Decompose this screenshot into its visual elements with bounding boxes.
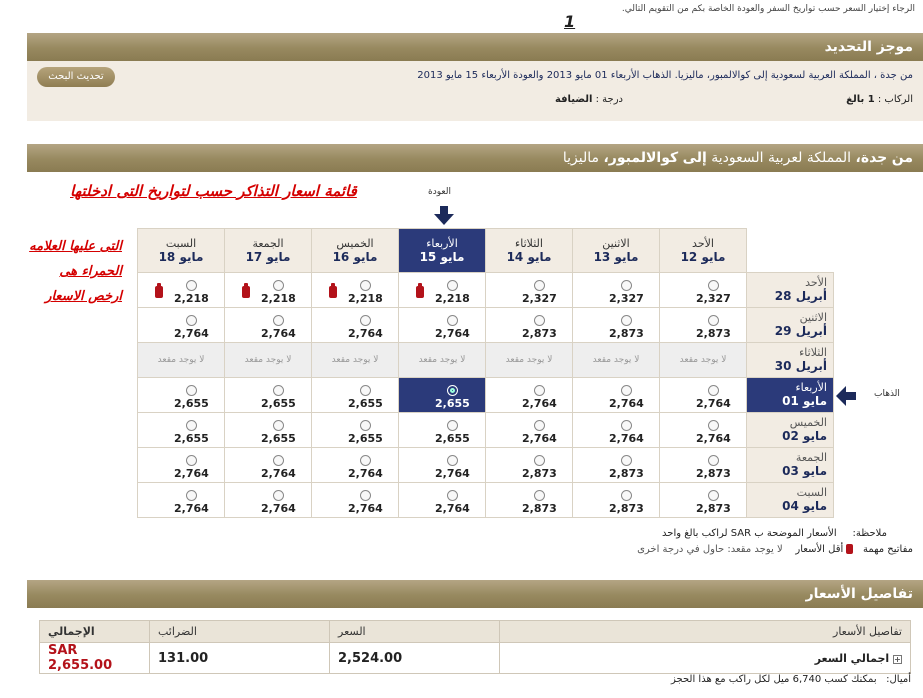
lowest-price-icon — [416, 286, 424, 298]
fare-cell-content — [696, 280, 746, 305]
annotation-line-1: التى عليها العلامه — [29, 239, 122, 254]
fare-cell[interactable] — [660, 448, 747, 483]
arrow-left-icon — [836, 386, 858, 409]
fare-cell-content — [348, 315, 398, 340]
annotation-line-2: الحمراء هى — [59, 264, 122, 279]
fare-cell[interactable] — [573, 273, 660, 308]
total-value: SAR 2,655.00 — [40, 643, 150, 674]
legend-no-seat: لا يوجد مقعد: حاول في درجة اخرى — [637, 544, 783, 555]
return-day: الاثنين — [602, 237, 630, 250]
route-summary: من جدة ، المملكة العربية لسعودية إلى كوالالمبور، ماليزيا. الذهاب الأربعاء 01 مايو 2013 والعودة الأربعاء 15 مايو 2013 — [417, 70, 913, 81]
fare-cell[interactable] — [225, 273, 312, 308]
fare-cell-content — [261, 280, 311, 305]
from-city: جدة، — [855, 150, 888, 166]
fare-cell[interactable] — [486, 483, 573, 518]
fare-price: 2,873 — [609, 502, 644, 515]
fare-price: 2,764 — [348, 327, 383, 340]
fare-radio[interactable] — [621, 455, 632, 466]
fare-cell-content — [261, 385, 311, 410]
fare-cell-content — [609, 420, 659, 445]
miles-info — [671, 674, 911, 685]
fare-price: 2,764 — [174, 467, 209, 480]
depart-day: الخميس — [789, 415, 827, 429]
fare-radio[interactable] — [621, 420, 632, 431]
fare-cell-content — [435, 490, 485, 515]
depart-date-header[interactable] — [747, 273, 834, 308]
fare-cell[interactable] — [312, 483, 399, 518]
fare-cell[interactable] — [660, 378, 747, 413]
depart-date: 01 مايو — [782, 393, 827, 408]
fare-radio[interactable] — [273, 315, 284, 326]
fare-radio[interactable] — [186, 280, 197, 291]
depart-date-header[interactable] — [747, 448, 834, 483]
fare-cell[interactable] — [138, 448, 225, 483]
step-number: 1 — [564, 12, 576, 31]
no-seat-cell: لا يوجد مقعد — [399, 343, 486, 378]
from-label: من — [891, 150, 913, 166]
legend — [637, 544, 913, 555]
fare-radio[interactable] — [708, 315, 719, 326]
fare-price: 2,764 — [435, 327, 470, 340]
fare-price: 2,764 — [435, 502, 470, 515]
fare-price: 2,655 — [261, 432, 296, 445]
return-date: 12 مايو — [680, 250, 726, 264]
fare-cell[interactable] — [312, 273, 399, 308]
legend-lowest: أقل الأسعار — [795, 544, 844, 555]
fare-cell-content — [261, 455, 311, 480]
fare-radio[interactable] — [360, 420, 371, 431]
return-date-header[interactable] — [660, 229, 747, 273]
fare-cell[interactable] — [399, 378, 486, 413]
no-seat-cell: لا يوجد مقعد — [138, 343, 225, 378]
return-label: العودة — [428, 187, 451, 197]
fare-price: 2,873 — [609, 327, 644, 340]
fare-cell[interactable] — [573, 308, 660, 343]
fare-cell-content — [261, 420, 311, 445]
fare-cell[interactable] — [399, 273, 486, 308]
price-details-title: تفاصيل الأسعار — [805, 586, 913, 602]
price-row-label-cell — [500, 643, 911, 674]
fare-price: 2,218 — [348, 292, 383, 305]
fare-cell[interactable] — [225, 378, 312, 413]
return-date-header[interactable] — [312, 229, 399, 273]
no-seat-cell: لا يوجد مقعد — [312, 343, 399, 378]
fare-cell-content — [435, 280, 485, 305]
no-seat-cell: لا يوجد مقعد — [660, 343, 747, 378]
price-row-label: اجمالي السعر — [814, 651, 890, 665]
fare-radio[interactable] — [534, 455, 545, 466]
fare-radio[interactable] — [621, 490, 632, 501]
fare-price: 2,764 — [696, 397, 731, 410]
fare-price: 2,764 — [174, 327, 209, 340]
return-date-header[interactable] — [225, 229, 312, 273]
fare-cell[interactable] — [660, 413, 747, 448]
to-city: كوالالمبور، — [603, 150, 679, 166]
fare-cell-content — [696, 455, 746, 480]
depart-date-header[interactable] — [747, 483, 834, 518]
depart-day: الأربعاء — [795, 380, 827, 394]
fare-cell-content — [609, 385, 659, 410]
fare-price: 2,764 — [261, 502, 296, 515]
price-details-header — [27, 580, 923, 608]
fare-row — [138, 378, 834, 413]
return-day: الخميس — [336, 237, 374, 250]
fare-radio[interactable] — [447, 455, 458, 466]
no-seat-cell: لا يوجد مقعد — [225, 343, 312, 378]
fare-row — [138, 273, 834, 308]
fare-cell[interactable] — [399, 308, 486, 343]
to-country: ماليزيا — [562, 150, 600, 166]
col-total-header: الإجمالي — [40, 621, 150, 643]
fare-price: 2,764 — [174, 502, 209, 515]
annotation-line-3: ارخص الاسعار — [45, 289, 122, 304]
col-taxes-header: الضرائب — [150, 621, 330, 643]
fare-cell[interactable] — [573, 448, 660, 483]
fare-price: 2,764 — [261, 467, 296, 480]
intro-text: الرجاء إختيار السعر حسب تواريخ السفر والعودة الخاصة بكم من التقويم التالي. — [621, 4, 915, 14]
fare-cell[interactable] — [138, 273, 225, 308]
fare-radio[interactable] — [447, 385, 458, 396]
fare-cell-content — [696, 385, 746, 410]
fare-radio[interactable] — [708, 385, 719, 396]
to-label: إلى — [682, 150, 707, 166]
legend-label: مفاتيح مهمة — [862, 544, 913, 555]
fare-radio[interactable] — [447, 420, 458, 431]
fare-radio[interactable] — [447, 490, 458, 501]
lowest-price-icon — [846, 544, 853, 554]
cabin-class — [555, 94, 623, 105]
passengers — [846, 94, 913, 105]
fare-radio[interactable] — [534, 280, 545, 291]
lowest-price-icon — [329, 286, 337, 298]
fare-cell[interactable] — [660, 483, 747, 518]
return-date-header[interactable] — [138, 229, 225, 273]
return-date: 18 مايو — [158, 250, 204, 264]
fare-row — [138, 343, 834, 378]
fare-price: 2,764 — [609, 432, 644, 445]
depart-date-header[interactable] — [747, 378, 834, 413]
taxes-value: 131.00 — [150, 643, 330, 674]
from-country: المملكة لعربية السعودية — [711, 150, 852, 166]
fare-cell[interactable] — [225, 308, 312, 343]
summary-header — [27, 33, 923, 61]
depart-day: الأحد — [805, 275, 827, 289]
return-date: 15 مايو — [419, 250, 465, 264]
depart-day: الاثنين — [799, 310, 827, 324]
depart-date: 29 أبريل — [774, 323, 827, 338]
fare-radio[interactable] — [273, 385, 284, 396]
price-value: 2,524.00 — [330, 643, 500, 674]
depart-day: الثلاثاء — [799, 345, 827, 359]
return-day: الأربعاء — [426, 237, 458, 250]
fare-price: 2,655 — [348, 432, 383, 445]
fare-price: 2,764 — [261, 327, 296, 340]
price-table-row — [40, 643, 911, 674]
fare-radio[interactable] — [534, 490, 545, 501]
fare-cell[interactable] — [486, 378, 573, 413]
fare-cell[interactable] — [312, 448, 399, 483]
lowest-price-icon — [242, 286, 250, 298]
fare-radio[interactable] — [360, 315, 371, 326]
fare-radio[interactable] — [621, 385, 632, 396]
fare-price: 2,764 — [348, 467, 383, 480]
fare-price: 2,764 — [348, 502, 383, 515]
fare-price: 2,873 — [609, 467, 644, 480]
fare-price: 2,873 — [696, 327, 731, 340]
fare-cell-content — [696, 490, 746, 515]
fare-cell[interactable] — [573, 413, 660, 448]
fare-radio[interactable] — [186, 420, 197, 431]
route-header — [27, 144, 923, 172]
fare-cell-content — [174, 420, 224, 445]
fare-cell[interactable] — [225, 413, 312, 448]
fare-price: 2,327 — [696, 292, 731, 305]
fare-radio[interactable] — [708, 455, 719, 466]
fare-cell[interactable] — [486, 448, 573, 483]
fare-cell-content — [435, 420, 485, 445]
fare-price: 2,764 — [609, 397, 644, 410]
arrow-down-icon — [434, 206, 454, 229]
fare-price: 2,327 — [609, 292, 644, 305]
fare-cell-content — [522, 490, 572, 515]
fare-cell[interactable] — [573, 378, 660, 413]
col-price-header: السعر — [330, 621, 500, 643]
fare-cell-content — [609, 455, 659, 480]
fare-cell[interactable] — [225, 483, 312, 518]
fare-radio[interactable] — [621, 315, 632, 326]
depart-date: 03 مايو — [782, 463, 827, 478]
fare-calendar — [137, 228, 834, 518]
depart-day: الجمعة — [795, 450, 827, 464]
fare-cell[interactable] — [138, 308, 225, 343]
fare-radio[interactable] — [360, 385, 371, 396]
fare-cell[interactable] — [312, 378, 399, 413]
return-day: الجمعة — [252, 237, 284, 250]
fare-row — [138, 483, 834, 518]
fare-cell-content — [522, 455, 572, 480]
fare-radio[interactable] — [708, 280, 719, 291]
fare-radio[interactable] — [186, 385, 197, 396]
fare-cell[interactable] — [660, 273, 747, 308]
return-date: 17 مايو — [245, 250, 291, 264]
fare-radio[interactable] — [360, 455, 371, 466]
depart-date-header[interactable] — [747, 413, 834, 448]
fare-price: 2,655 — [435, 432, 470, 445]
no-seat-cell: لا يوجد مقعد — [573, 343, 660, 378]
fare-radio[interactable] — [534, 315, 545, 326]
passengers-value: 1 بالغ — [846, 94, 875, 105]
return-date: 14 مايو — [506, 250, 552, 264]
lowest-price-icon — [155, 286, 163, 298]
depart-label: الذهاب — [874, 389, 900, 399]
depart-date: 30 أبريل — [774, 358, 827, 373]
passengers-label: الركاب : — [877, 94, 913, 105]
class-label: درجة : — [595, 94, 623, 105]
fare-cell-content — [261, 490, 311, 515]
fare-radio[interactable] — [186, 490, 197, 501]
fare-cell-content — [696, 315, 746, 340]
expand-icon[interactable]: + — [894, 654, 901, 664]
fare-cell-content — [174, 315, 224, 340]
depart-day: السبت — [796, 485, 827, 499]
fare-cell-content — [435, 455, 485, 480]
fare-price: 2,764 — [435, 467, 470, 480]
return-date-header[interactable] — [486, 229, 573, 273]
fare-price: 2,873 — [522, 502, 557, 515]
fare-cell[interactable] — [660, 308, 747, 343]
depart-date: 28 أبريل — [774, 288, 827, 303]
depart-date-header[interactable] — [747, 308, 834, 343]
fare-cell-content — [435, 385, 485, 410]
fare-radio[interactable] — [534, 420, 545, 431]
fare-cell[interactable] — [138, 413, 225, 448]
fare-price: 2,655 — [174, 432, 209, 445]
annotation-title: قائمة اسعار التذاكر حسب لتواريخ التى ادخلتها — [70, 182, 357, 200]
return-date-header[interactable] — [573, 229, 660, 273]
fare-cell-content — [522, 280, 572, 305]
return-date: 16 مايو — [332, 250, 378, 264]
fare-radio[interactable] — [273, 455, 284, 466]
fare-cell-content — [522, 420, 572, 445]
fare-price: 2,655 — [348, 397, 383, 410]
fare-price: 2,218 — [174, 292, 209, 305]
grid-corner — [747, 229, 834, 273]
summary-title: موجز التحديد — [824, 39, 913, 55]
class-value: الضيافة — [554, 94, 593, 105]
fare-cell-content — [609, 280, 659, 305]
fare-cell-content — [696, 420, 746, 445]
fare-cell-content — [348, 490, 398, 515]
fare-radio[interactable] — [621, 280, 632, 291]
fare-price: 2,327 — [522, 292, 557, 305]
fare-cell[interactable] — [138, 378, 225, 413]
fare-price: 2,655 — [174, 397, 209, 410]
miles-label: أميال: — [886, 674, 911, 685]
fare-radio[interactable] — [447, 280, 458, 291]
fare-radio[interactable] — [708, 490, 719, 501]
fare-radio[interactable] — [273, 280, 284, 291]
fare-price: 2,655 — [435, 397, 470, 410]
fare-radio[interactable] — [360, 490, 371, 501]
fare-price: 2,873 — [522, 327, 557, 340]
depart-date: 02 مايو — [782, 428, 827, 443]
fare-cell[interactable] — [312, 308, 399, 343]
fare-price: 2,873 — [696, 502, 731, 515]
depart-date-header[interactable] — [747, 343, 834, 378]
fare-cell[interactable] — [486, 413, 573, 448]
fare-cell-content — [348, 280, 398, 305]
note — [662, 528, 887, 539]
note-label: ملاحظة: — [852, 528, 887, 539]
fare-cell[interactable] — [312, 413, 399, 448]
fare-row — [138, 448, 834, 483]
fare-radio[interactable] — [273, 420, 284, 431]
fare-price: 2,873 — [522, 467, 557, 480]
fare-cell-content — [348, 455, 398, 480]
return-day: الأحد — [692, 237, 714, 250]
fare-radio[interactable] — [186, 315, 197, 326]
no-seat-cell: لا يوجد مقعد — [486, 343, 573, 378]
return-date: 13 مايو — [593, 250, 639, 264]
fare-cell-content — [609, 315, 659, 340]
miles-text: بمكنك كسب 6,740 ميل لكل راكب مع هذا الحجز — [670, 674, 877, 685]
fare-cell[interactable] — [399, 413, 486, 448]
fare-cell-content — [348, 420, 398, 445]
fare-cell-content — [174, 455, 224, 480]
fare-price: 2,218 — [261, 292, 296, 305]
fare-cell[interactable] — [573, 483, 660, 518]
annotation-side — [22, 234, 122, 309]
fare-row — [138, 308, 834, 343]
fare-radio[interactable] — [273, 490, 284, 501]
fare-radio[interactable] — [708, 420, 719, 431]
fare-price: 2,873 — [696, 467, 731, 480]
fare-price: 2,764 — [522, 432, 557, 445]
fare-radio[interactable] — [534, 385, 545, 396]
fare-cell[interactable] — [486, 273, 573, 308]
grid-header-row — [138, 229, 834, 273]
return-day: السبت — [165, 237, 197, 250]
fare-cell-content — [261, 315, 311, 340]
fare-radio[interactable] — [360, 280, 371, 291]
fare-cell-content — [174, 385, 224, 410]
note-text: الأسعار الموضحة ب SAR لراكب بالغ واحد — [662, 528, 837, 539]
fare-row — [138, 413, 834, 448]
fare-cell[interactable] — [486, 308, 573, 343]
fare-price: 2,764 — [522, 397, 557, 410]
col-details-header: تفاصيل الأسعار — [500, 621, 911, 643]
depart-date: 04 مايو — [782, 498, 827, 513]
fare-radio[interactable] — [447, 315, 458, 326]
fare-cell-content — [522, 315, 572, 340]
fare-price: 2,655 — [261, 397, 296, 410]
fare-cell[interactable] — [138, 483, 225, 518]
fare-cell[interactable] — [399, 448, 486, 483]
fare-cell-content — [609, 490, 659, 515]
fare-cell-content — [522, 385, 572, 410]
update-search-button[interactable]: تحديث البحث — [37, 67, 115, 87]
price-table-header-row — [40, 621, 911, 643]
fare-cell-content — [174, 490, 224, 515]
fare-radio[interactable] — [186, 455, 197, 466]
fare-price: 2,218 — [435, 292, 470, 305]
fare-price: 2,764 — [696, 432, 731, 445]
fare-cell-content — [174, 280, 224, 305]
fare-cell[interactable] — [225, 448, 312, 483]
return-day: الثلاثاء — [515, 237, 543, 250]
return-date-header[interactable] — [399, 229, 486, 273]
fare-cell-content — [435, 315, 485, 340]
fare-cell-content — [348, 385, 398, 410]
fare-cell[interactable] — [399, 483, 486, 518]
price-details-table — [39, 620, 911, 674]
